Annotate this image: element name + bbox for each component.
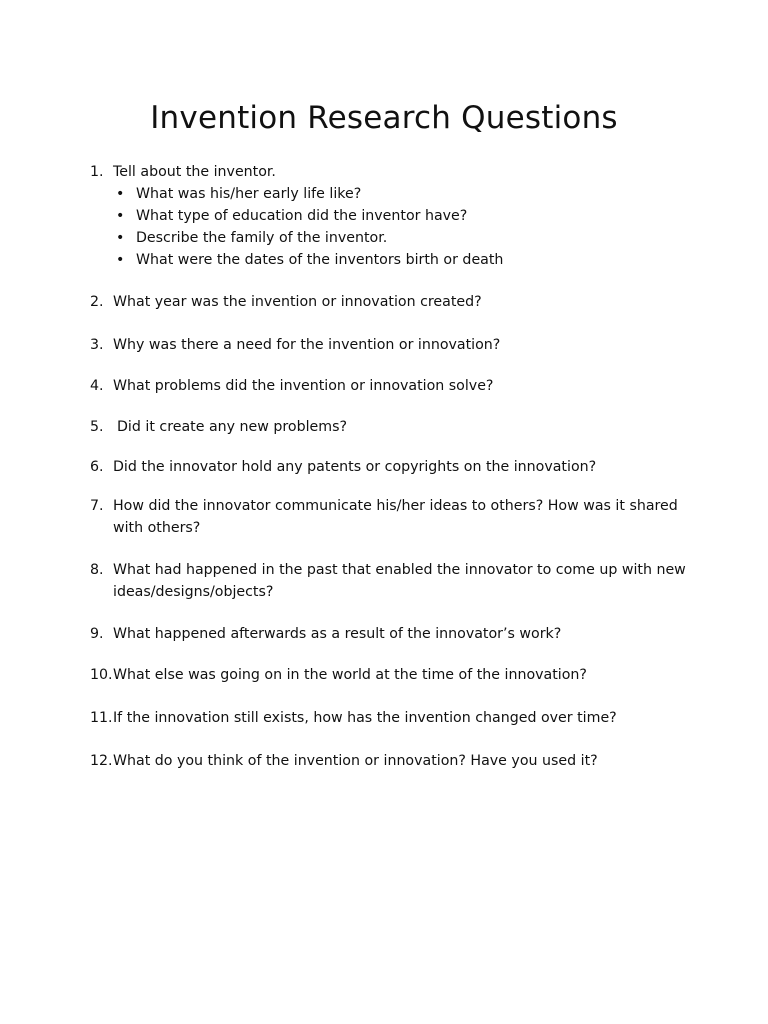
question-number: 2. [90, 294, 104, 310]
question-item [90, 291, 690, 313]
question-item [90, 750, 690, 772]
bullet-icon: • [116, 230, 125, 246]
sub-question-text: What were the dates of the inventors birth or death [136, 252, 504, 268]
question-text: What year was the invention or innovation created? [113, 294, 482, 310]
question-text: What problems did the invention or innovation solve? [113, 378, 494, 394]
question-item [90, 334, 690, 356]
question-item [90, 707, 690, 729]
question-item [90, 559, 690, 603]
question-text: How did the innovator communicate his/her ideas to others? How was it shared with others? [113, 498, 678, 536]
question-text: Did it create any new problems? [117, 419, 347, 435]
question-text: Why was there a need for the invention or innovation? [113, 337, 501, 353]
question-text: If the innovation still exists, how has the invention changed over time? [113, 710, 617, 726]
question-item [90, 456, 690, 478]
question-number: 7. [90, 498, 104, 514]
question-text: Tell about the inventor. [113, 164, 276, 180]
question-item [90, 416, 690, 438]
question-item [90, 664, 690, 686]
sub-question-text: What was his/her early life like? [136, 186, 362, 202]
question-item [90, 495, 690, 539]
sub-question-item [114, 205, 674, 227]
question-text: What do you think of the invention or innovation? Have you used it? [113, 753, 598, 769]
question-number: 6. [90, 459, 104, 475]
sub-question-text: Describe the family of the inventor. [136, 230, 388, 246]
question-item [90, 375, 690, 397]
question-text: What had happened in the past that enabled the innovator to come up with new ideas/designs/objects? [113, 562, 686, 600]
question-text: What else was going on in the world at the time of the innovation? [113, 667, 587, 683]
bullet-icon: • [116, 186, 125, 202]
question-number: 3. [90, 337, 104, 353]
page-title: Invention Research Questions [150, 100, 618, 136]
question-number: 9. [90, 626, 104, 642]
sub-question-item [114, 183, 674, 205]
sub-question-list [114, 183, 674, 271]
question-text: Did the innovator hold any patents or copyrights on the innovation? [113, 459, 597, 475]
sub-question-text: What type of education did the inventor have? [136, 208, 468, 224]
bullet-icon: • [116, 252, 125, 268]
question-number: 1. [90, 164, 104, 180]
sub-question-item [114, 249, 674, 271]
question-text: What happened afterwards as a result of the innovator’s work? [113, 626, 562, 642]
question-number: 11. [90, 710, 113, 726]
question-number: 12. [90, 753, 113, 769]
question-item [90, 161, 690, 183]
question-number: 10. [90, 667, 113, 683]
question-number: 4. [90, 378, 104, 394]
bullet-icon: • [116, 208, 125, 224]
question-number: 8. [90, 562, 104, 578]
question-item [90, 623, 690, 645]
question-number: 5. [90, 419, 104, 435]
sub-question-item [114, 227, 674, 249]
